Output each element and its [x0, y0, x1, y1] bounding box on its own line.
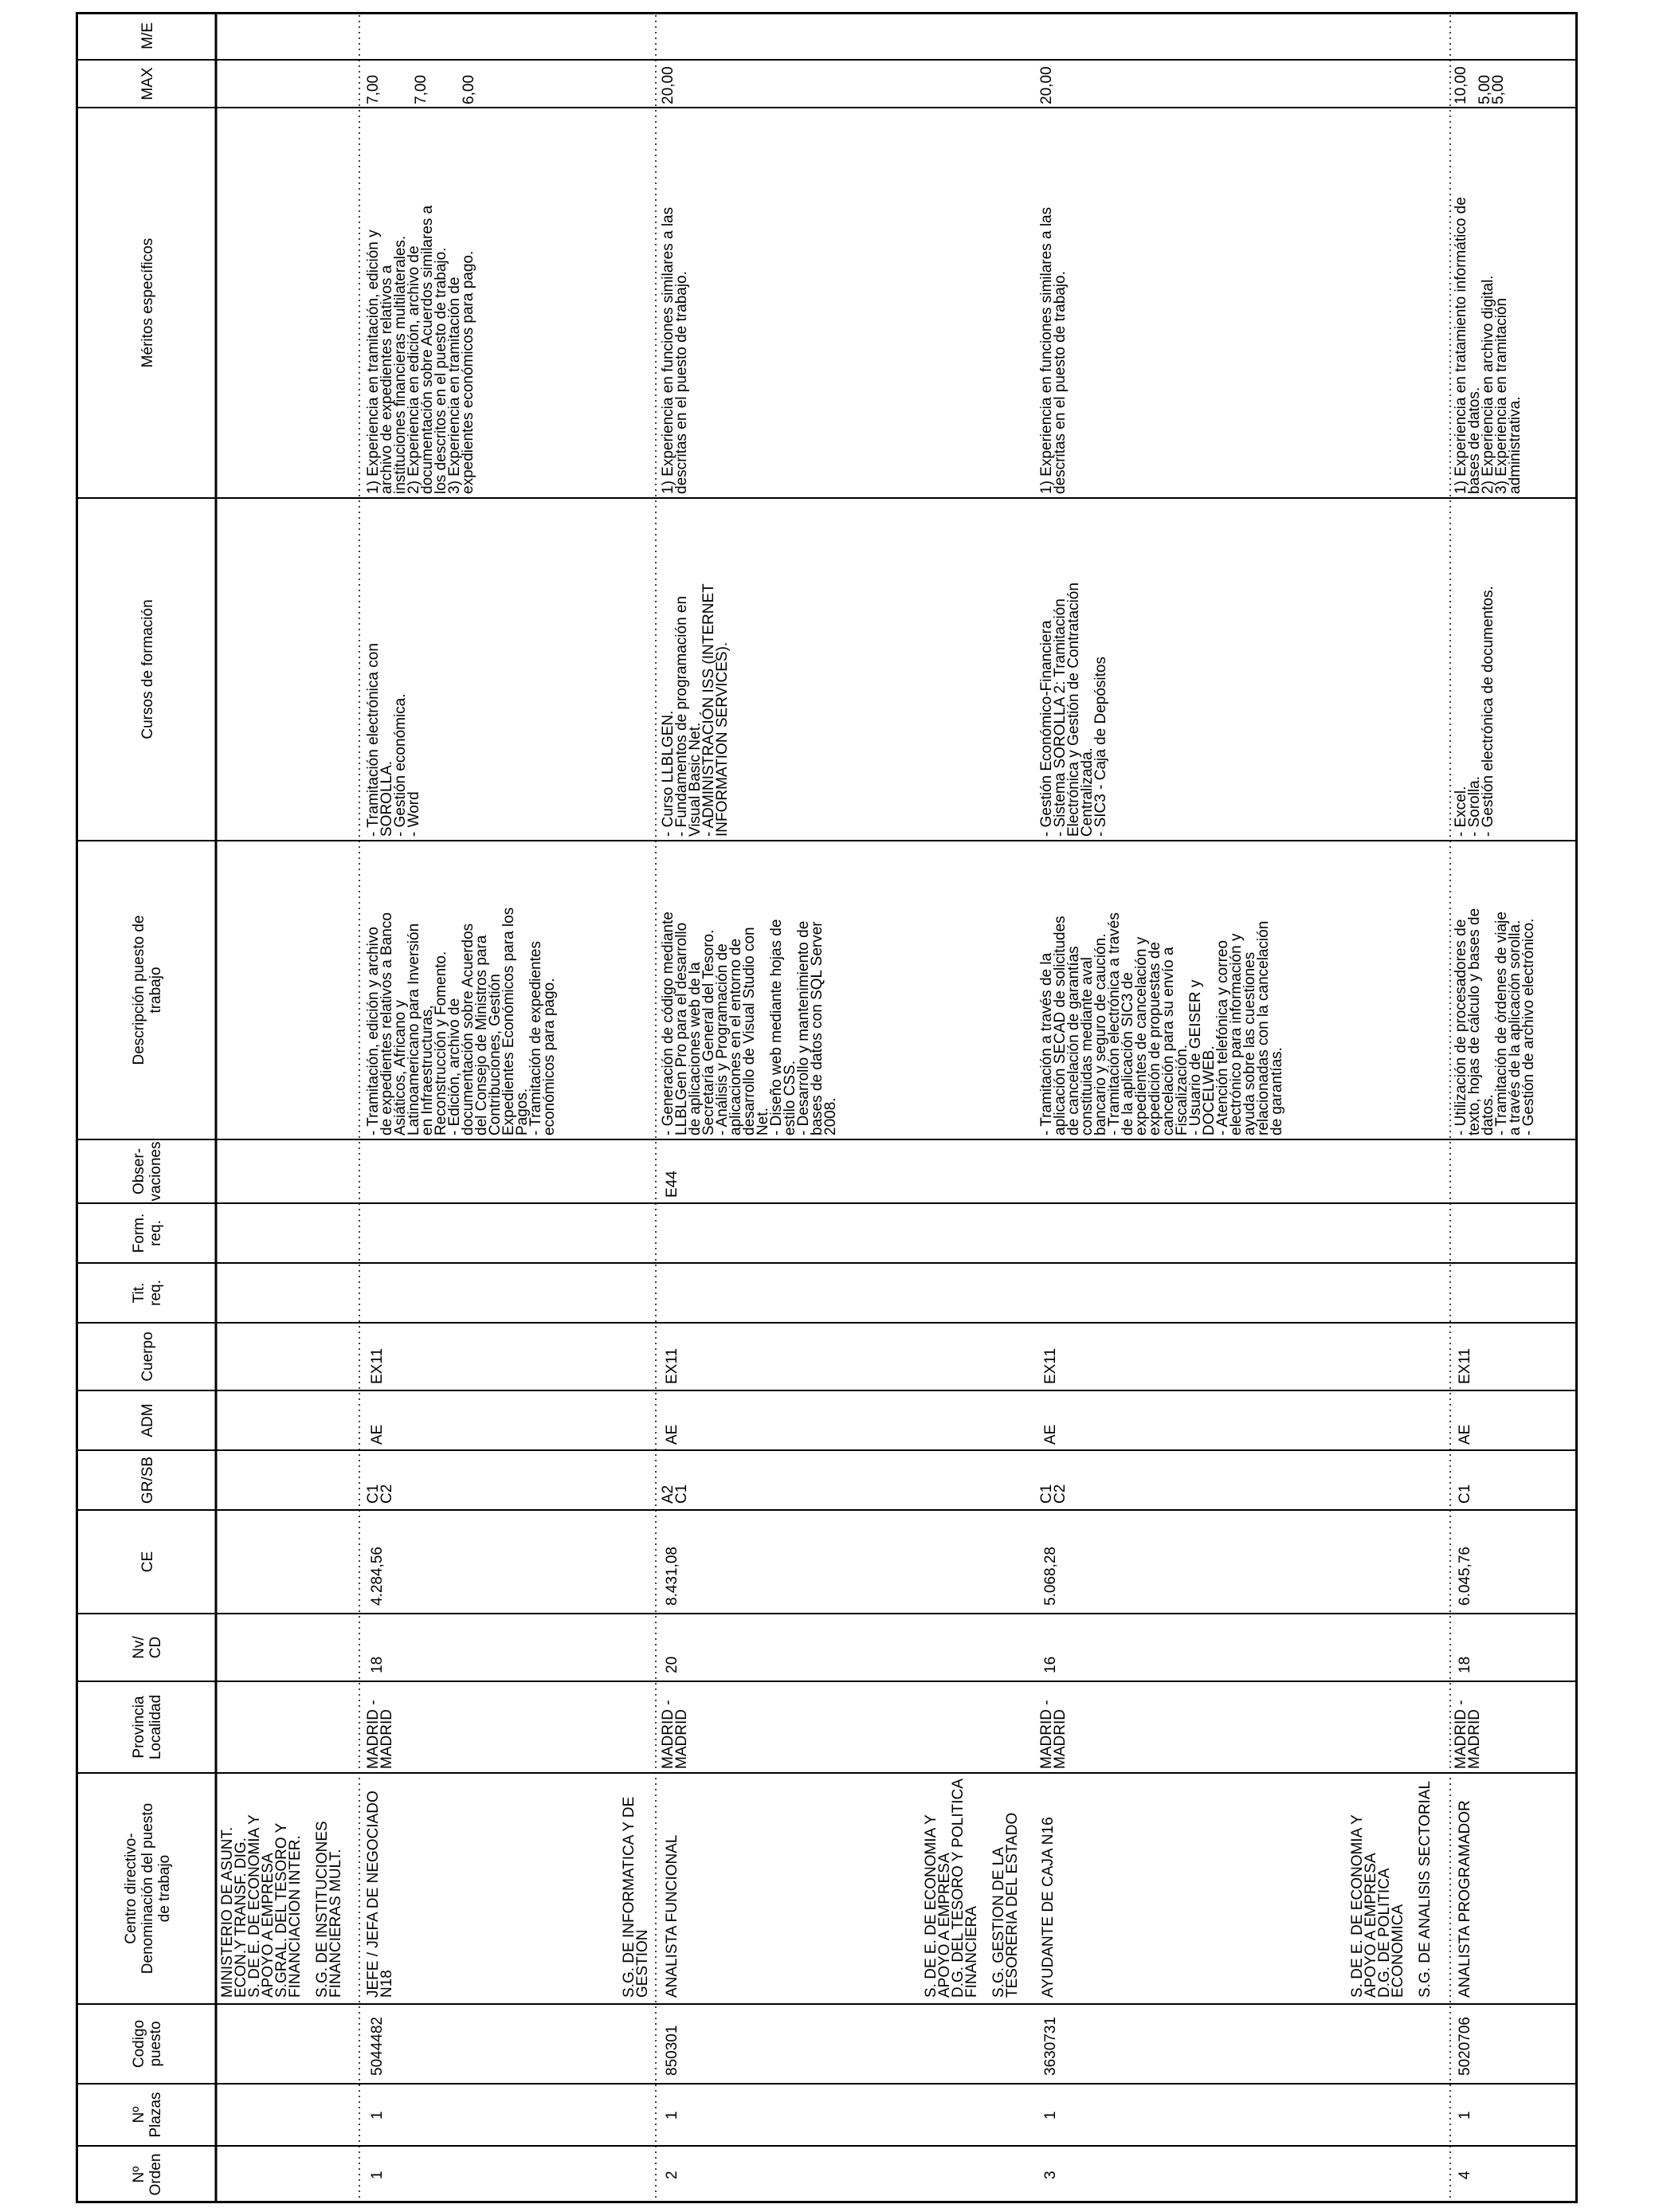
- max-1a: 7,00: [365, 75, 382, 104]
- header-observaciones: Obser- vaciones: [131, 1141, 164, 1202]
- nivel-1: 18: [369, 1656, 386, 1673]
- plazas-2: 1: [664, 2111, 680, 2120]
- puesto-4: ANALISTA PROGRAMADOR: [1457, 1800, 1473, 1998]
- codigo-1: 5044482: [369, 2017, 386, 2076]
- header-titulacion: Tit. req.: [131, 1280, 164, 1306]
- header-descripcion: Descripción puesto de trabajo: [131, 915, 164, 1065]
- centro-directivo-3: S. DE E. DE ECONOMIA Y APOYO A EMPRESA D.G. DEL TESORO Y POLITICA FINANCIERA S.G. GESTION DE LA TESORERIA DEL ESTADO: [923, 1779, 1021, 1998]
- header-plazas: Nº Plazas: [131, 2092, 164, 2138]
- max-1c: 6,00: [461, 75, 477, 104]
- header-cuerpo: Cuerpo: [139, 1332, 156, 1382]
- header-orden: Nº Orden: [131, 2153, 164, 2196]
- descripcion-2: - Generación de código mediante LLBLGen Pro para el desarrollo de aplicaciones web de la Secretaría General del Tesoro. - Análisis y Programación de aplicaciones en el entorno de desarrollo de Visual Studio con Net. - Diseño web mediante hojas de estilo CSS. - Desarrollo y mantenimiento de bases de datos con SQL Server 2008.: [660, 912, 839, 1135]
- descripcion-1: - Tramitación, edición y archivo de expedientes relativos a Banco Asiáticos, Africano y Latinoamericano para Inversión en Infraestructuras, Reconstrucción y Fomento. - Edición, archivo de documentación sobre Acuerdos del Consejo de Ministros para Contribuciones, Gestión Expedientes Económicos para los Pagos. - Tramitación de expedientes económicos para pago.: [365, 907, 558, 1135]
- header-nivel: Nv/ CD: [131, 1636, 164, 1659]
- grupo-4: C1: [1457, 1484, 1473, 1504]
- plazas-1: 1: [369, 2111, 386, 2120]
- codigo-4: 5020706: [1457, 2017, 1473, 2076]
- ce-3: 5.068,28: [1042, 1547, 1059, 1606]
- adm-4: AE: [1457, 1424, 1473, 1445]
- meritos-4: 1) Experiencia en tratamiento informático de bases de datos. 2) Experiencia en archivo digital. 3) Experiencia en tramitación administrativa.: [1453, 197, 1524, 494]
- orden-4: 4: [1457, 2171, 1473, 2179]
- adm-3: AE: [1042, 1424, 1059, 1445]
- max-2: 20,00: [660, 66, 677, 104]
- ce-1: 4.284,56: [369, 1547, 386, 1606]
- cuerpo-1: EX11: [369, 1347, 386, 1384]
- puesto-1: JEFE / JEFA DE NEGOCIADO N18: [365, 1790, 395, 1998]
- ce-2: 8.431,08: [664, 1547, 680, 1606]
- meritos-3: 1) Experiencia en funciones similares a las descritas en el puesto de trabajo.: [1038, 206, 1069, 494]
- observaciones-2: E44: [664, 1171, 680, 1198]
- cursos-2: - Curso LLBLGEN. - Fundamentos de programación en Visual Basic Net. - ADMINISTRACIÓN ISS (INTERNET INFORMATION SERVICES).: [660, 583, 731, 837]
- header-max: MAX: [139, 67, 156, 100]
- codigo-2: 850301: [664, 2025, 680, 2076]
- header-formacion: Form. req.: [131, 1213, 164, 1253]
- adm-2: AE: [664, 1424, 680, 1445]
- centro-directivo-4: S. DE E. DE ECONOMIA Y APOYO A EMPRESA D.G. DE POLITICA ECONOMICA S.G. DE ANALISIS SECTORIAL: [1349, 1780, 1433, 1998]
- max-4a: 10,00: [1453, 66, 1469, 104]
- max-4b: 5,00: [1477, 75, 1493, 104]
- header-adm: ADM: [139, 1403, 156, 1437]
- header-meritos: Méritos específicos: [139, 237, 156, 368]
- cursos-3: - Gestión Económico-Financiera - Sistema SOROLLA 2: Tramitación Electrónica y Gestión de Contratación Centralizada. - SIC3 - Caja de Depósitos: [1038, 582, 1109, 837]
- puesto-3: AYUDANTE DE CAJA N16: [1040, 1817, 1057, 1998]
- cursos-1: - Tramitación electrónica con SOROLLA. - Gestión económica. - Word: [365, 643, 422, 837]
- orden-1: 1: [369, 2171, 386, 2179]
- ce-4: 6.045,76: [1457, 1547, 1473, 1606]
- centro-directivo-2: S.G. DE INFORMATICA Y DE GESTION: [621, 1796, 651, 1998]
- nivel-2: 20: [664, 1656, 680, 1673]
- header-cursos: Cursos de formación: [139, 599, 156, 739]
- grupo-3: C1 C2: [1038, 1484, 1069, 1504]
- grupo-1: C1 C2: [365, 1484, 395, 1504]
- landscape-sheet: [76, 12, 1578, 2203]
- centro-directivo-1: MINISTERIO DE ASUNT. ECON.Y TRANSF. DIG. S. DE E. DE ECONOMIA Y APOYO A EMPRESA S.GRAL. DEL TESORO Y FINANCIACION INTER. S.G. DE INSTITUCIONES FINANCIERAS MULT.: [219, 1814, 344, 1998]
- cuerpo-3: EX11: [1042, 1347, 1059, 1384]
- header-ce: CE: [139, 1551, 156, 1573]
- max-1b: 7,00: [413, 75, 429, 104]
- header-me: M/E: [139, 22, 156, 49]
- header-grupo: GR/SB: [139, 1456, 156, 1504]
- provincia-1: MADRID - MADRID: [365, 1700, 395, 1769]
- codigo-3: 3630731: [1042, 2017, 1059, 2076]
- cursos-4: - Excel. - Sorolla. - Gestión electrónica de documentos.: [1453, 586, 1496, 837]
- header-centro: Centro directivo- Denominación del puesto de trabajo: [122, 1802, 173, 1975]
- header-provincia: Provincia Localidad: [131, 1694, 164, 1760]
- puesto-2: ANALISTA FUNCIONAL: [664, 1834, 680, 1998]
- nivel-4: 18: [1457, 1656, 1473, 1673]
- meritos-1: 1) Experiencia en tramitación, edición y archivo de expedientes relativos a instituciones financieras multilaterales. 2) Experiencia en edición, archivo de documentación sobre Acuerdos similares a los descritos en el puesto de trabajo. 3) Experiencia en tramitación de expedientes económicos para pago.: [365, 205, 477, 494]
- header-codigo: Codigo puesto: [131, 2019, 164, 2069]
- orden-3: 3: [1042, 2171, 1059, 2179]
- provincia-3: MADRID - MADRID: [1038, 1700, 1069, 1769]
- max-3: 20,00: [1038, 66, 1055, 104]
- provincia-2: MADRID - MADRID: [660, 1700, 690, 1769]
- nivel-3: 16: [1042, 1656, 1059, 1673]
- plazas-4: 1: [1457, 2111, 1473, 2120]
- descripcion-3: - Tramitación a través de la aplicación SECAD de solicitudes de cancelación de garantías constituidas mediante aval bancario y seguro de caución. - Tramitación electrónica a través de la aplicación SIC3 de expedientes de cancelación y expedición de propuestas de cancelación para su envío a Fiscalización. - Usuario de GEISER y DOCELWEB. - Atención telefónica y correo electrónico para información y ayuda sobre las cuestiones relacionadas con la cancelación de garantías.: [1038, 912, 1285, 1135]
- provincia-4: MADRID - MADRID: [1453, 1700, 1483, 1769]
- cuerpo-4: EX11: [1457, 1347, 1473, 1384]
- adm-1: AE: [369, 1424, 386, 1445]
- max-4c: 5,00: [1490, 75, 1507, 104]
- cuerpo-2: EX11: [664, 1347, 680, 1384]
- plazas-3: 1: [1042, 2111, 1059, 2120]
- orden-2: 2: [664, 2171, 680, 2179]
- descripcion-4: - Utilización de procesadores de texto, hojas de cálculo y bases de datos. - Tramitación de órdenes de viaje a través de la aplicación sorolla. - Gestión de archivo electrónico.: [1453, 908, 1537, 1135]
- grupo-2: A2 C1: [660, 1484, 690, 1504]
- meritos-2: 1) Experiencia en funciones similares a las descritas en el puesto de trabajo.: [660, 206, 690, 494]
